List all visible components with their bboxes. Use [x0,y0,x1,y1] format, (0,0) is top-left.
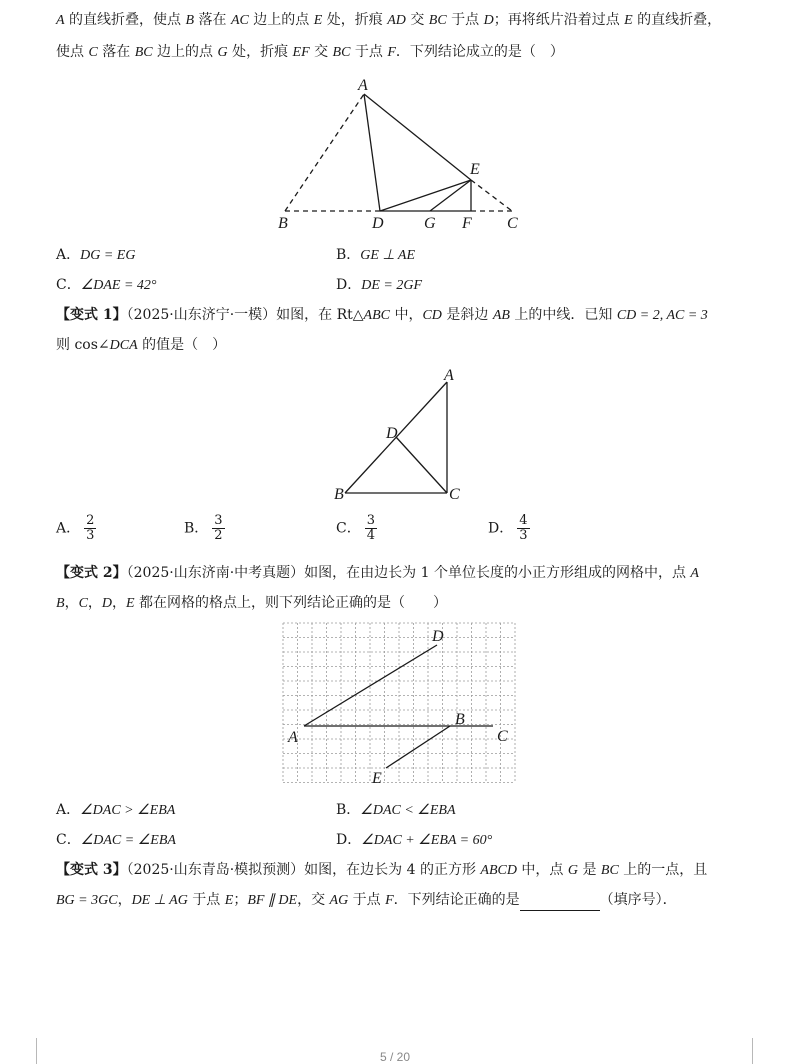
fig1-label-a: A [358,77,368,94]
q3-line-2: BG = 3GC，DE ⊥ AG 于点 E；BF ∥ DE，交 AG 于点 F．下列结论正确的是 （填序号）． [56,890,677,911]
fig1-label-c: C [507,215,518,232]
fig3-label-a: A [288,729,298,746]
q1-option-d[interactable]: D． $\frac{4}{3}$ [488,513,528,543]
fig1-label-b: B [278,215,288,232]
q2-line-2: B，C，D，E 都在网格的格点上，则下列结论正确的是（ ） [56,595,448,611]
answer-blank[interactable] [520,896,600,911]
q2-option-d[interactable]: D．∠DAC + ∠EBA = 60° [336,832,493,848]
fig2-label-a: A [444,367,454,384]
fig3-label-c: C [497,728,508,745]
q0-option-d[interactable]: D．DE = 2GF [336,277,423,293]
page-number: 5 / 20 [379,1050,411,1064]
q1-line-2: 则 cos∠DCA 的值是（ ） [56,337,227,353]
q1-line-1: 【变式 1】（2025·山东济宁·一模）如图，在 Rt△ABC 中，CD 是斜边 AB 上的中线．已知 CD = 2, AC = 3 [56,307,708,323]
q0-option-c[interactable]: C．∠DAE = 42° [56,277,157,293]
q1-tag: 【变式 1】 [56,307,127,323]
fig3-label-b: B [455,711,465,728]
q2-option-a[interactable]: A．∠DAC > ∠EBA [56,802,176,818]
q2-option-b[interactable]: B．∠DAC < ∠EBA [336,802,456,818]
fig3-label-d: D [432,628,444,645]
q3-tag: 【变式 3】 [56,862,127,878]
intro-line-2: 使点 C 落在 BC 边上的点 G 处，折痕 EF 交 BC 于点 F．下列结论成立的是（ ） [56,44,564,60]
fig1-label-g: G [424,215,436,232]
intro-line-1: A 的直线折叠，使点 B 落在 AC 边上的点 E 处，折痕 AD 交 BC 于点 D；再将纸片沿着过点 E 的直线折叠， [56,12,722,28]
q0-option-b[interactable]: B．GE ⊥ AE [336,247,416,263]
fig2-label-d: D [386,425,398,442]
fig3-label-e: E [372,770,382,787]
q2-tag: 【变式 2】 [56,565,127,581]
q2-line-1: 【变式 2】（2025·山东济南·中考真题）如图，在由边长为 1 个单位长度的小正方形组成的网格中，点 A [56,565,699,581]
fig2-label-c: C [449,486,460,503]
fig1-label-d: D [372,215,384,232]
fig2-label-b: B [334,486,344,503]
q0-option-a[interactable]: A．DG = EG [56,247,136,263]
fig1-label-e: E [470,161,480,178]
q1-option-a[interactable]: A． $\frac{2}{3}$ [56,513,95,543]
q3-line-1: 【变式 3】（2025·山东青岛·模拟预测）如图，在边长为 4 的正方形 ABCD 中，点 G 是 BC 上的一点，且 [56,862,708,878]
q2-option-c[interactable]: C．∠DAC = ∠EBA [56,832,176,848]
q1-option-c[interactable]: C． $\frac{3}{4}$ [336,513,375,543]
q1-option-b[interactable]: B． $\frac{3}{2}$ [184,513,223,543]
fig1-label-f: F [462,215,472,232]
